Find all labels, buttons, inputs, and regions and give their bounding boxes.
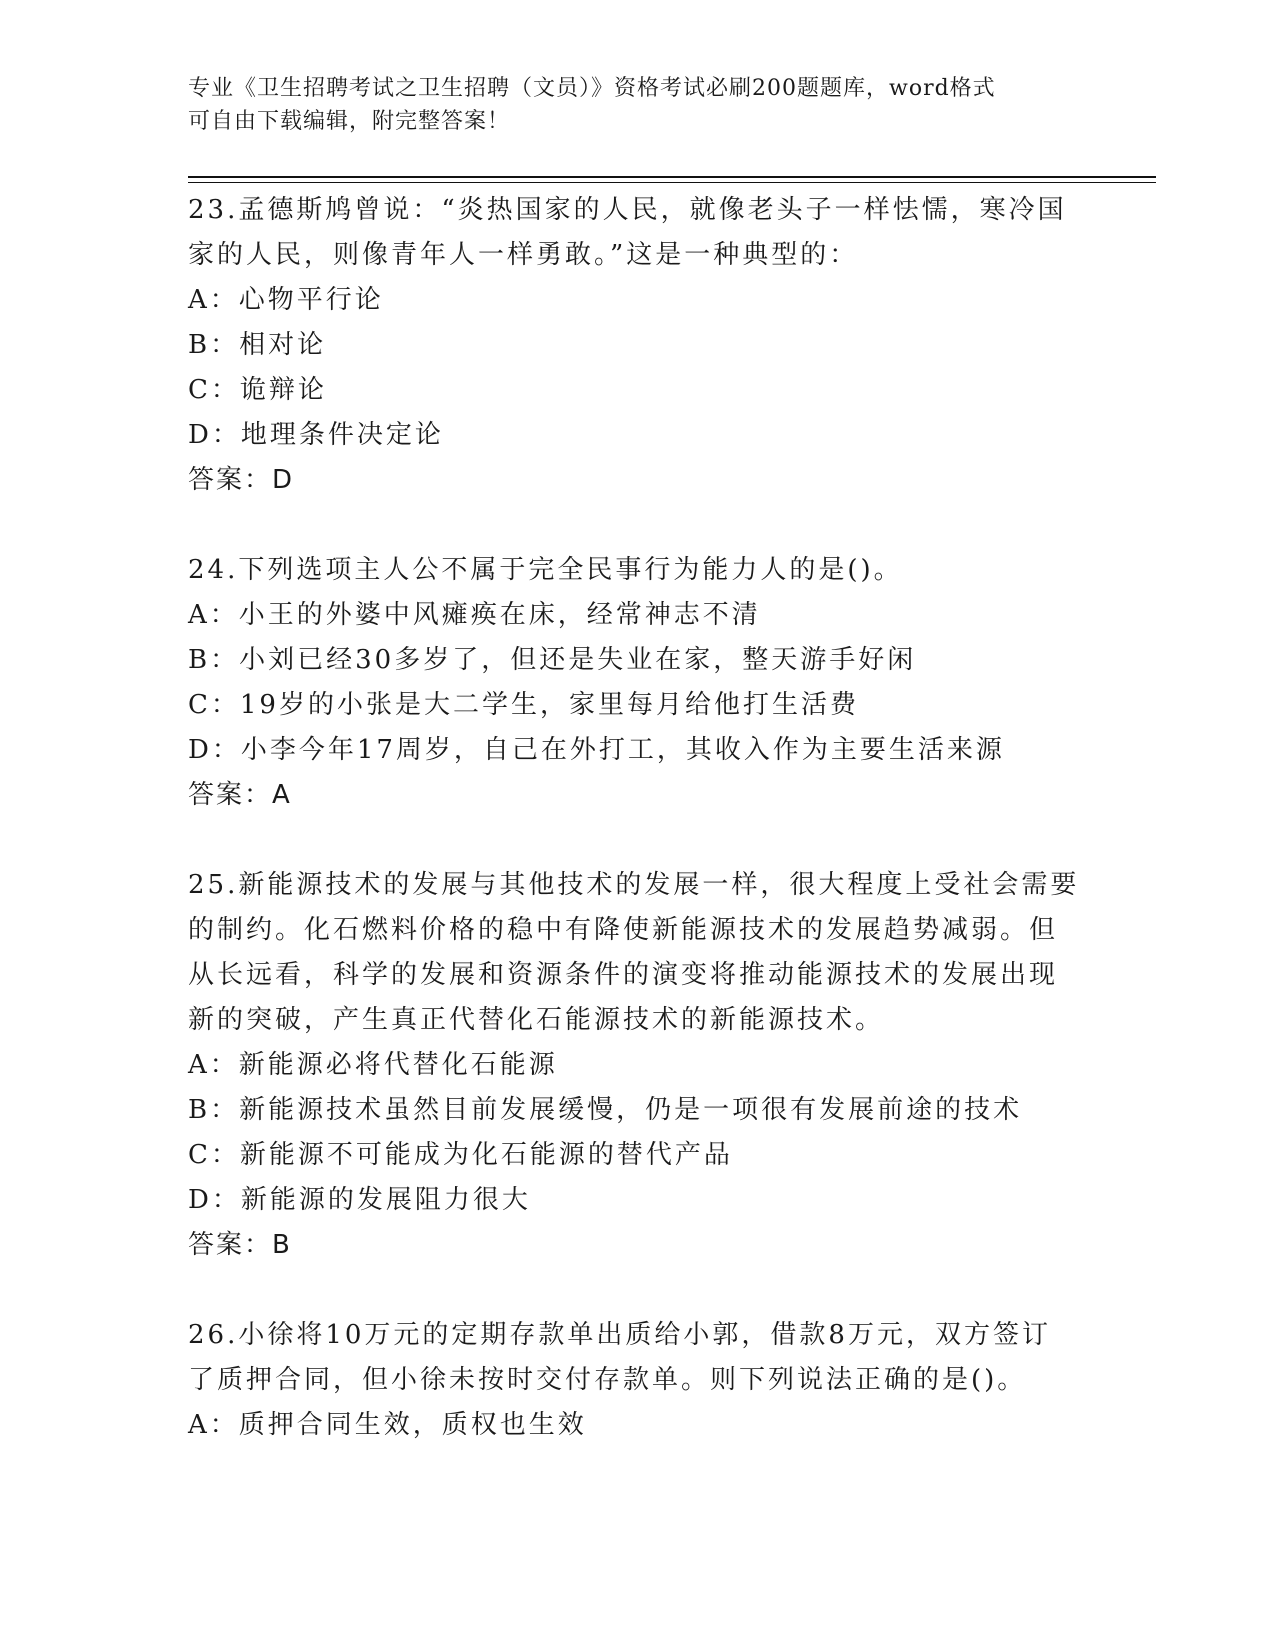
document-header (188, 72, 1088, 138)
answer-label: 答案：B (188, 1230, 292, 1260)
option-a: A：质押合同生效，质权也生效 (188, 1410, 587, 1440)
question-stem-line: 了质押合同，但小徐未按时交付存款单。则下列说法正确的是()。 (188, 1365, 1027, 1395)
question-24 (188, 548, 1088, 818)
question-stem-line: 26.小徐将10万元的定期存款单出质给小郭，借款8万元，双方签订 (188, 1320, 1051, 1350)
option-d: D：新能源的发展阻力很大 (188, 1185, 531, 1215)
question-25 (188, 863, 1088, 1268)
answer-label: 答案：D (188, 465, 295, 495)
header-rule-thick (188, 176, 1156, 178)
option-b: B：新能源技术虽然目前发展缓慢，仍是一项很有发展前途的技术 (188, 1095, 1023, 1125)
option-d: D：小李今年17周岁，自己在外打工，其收入作为主要生活来源 (188, 735, 1005, 765)
option-b: B：相对论 (188, 330, 327, 360)
question-stem-line: 新的突破，产生真正代替化石能源技术的新能源技术。 (188, 1005, 885, 1035)
question-stem-line: 从长远看，科学的发展和资源条件的演变将推动能源技术的发展出现 (188, 960, 1059, 990)
question-26 (188, 1313, 1088, 1448)
question-stem-line: 家的人民，则像青年人一样勇敢。”这是一种典型的： (188, 240, 859, 270)
question-list (188, 188, 1088, 1448)
option-d: D：地理条件决定论 (188, 420, 444, 450)
question-stem-line: 的制约。化石燃料价格的稳中有降使新能源技术的发展趋势减弱。但 (188, 915, 1059, 945)
answer-label: 答案：A (188, 780, 292, 810)
question-spacer (188, 818, 1088, 863)
option-a: A：新能源必将代替化石能源 (188, 1050, 558, 1080)
option-c: C：19岁的小张是大二学生，家里每月给他打生活费 (188, 690, 859, 720)
option-b: B：小刘已经30多岁了，但还是失业在家，整天游手好闲 (188, 645, 917, 675)
header-rule-thin (188, 182, 1156, 183)
option-c: C：新能源不可能成为化石能源的替代产品 (188, 1140, 733, 1170)
header-line-1: 专业《卫生招聘考试之卫生招聘（文员）》资格考试必刷200题题库，word格式 (188, 76, 996, 101)
question-23 (188, 188, 1088, 503)
question-spacer (188, 503, 1088, 548)
header-line-2: 可自由下载编辑，附完整答案！ (188, 109, 511, 134)
option-a: A：小王的外婆中风瘫痪在床，经常神志不清 (188, 600, 761, 630)
question-stem-line: 23.孟德斯鸠曾说：“炎热国家的人民，就像老头子一样怯懦，寒冷国 (188, 195, 1067, 225)
option-a: A：心物平行论 (188, 285, 384, 315)
option-c: C：诡辩论 (188, 375, 327, 405)
question-stem-line: 25.新能源技术的发展与其他技术的发展一样，很大程度上受社会需要 (188, 870, 1080, 900)
question-stem-line: 24.下列选项主人公不属于完全民事行为能力人的是()。 (188, 555, 903, 585)
question-spacer (188, 1268, 1088, 1313)
